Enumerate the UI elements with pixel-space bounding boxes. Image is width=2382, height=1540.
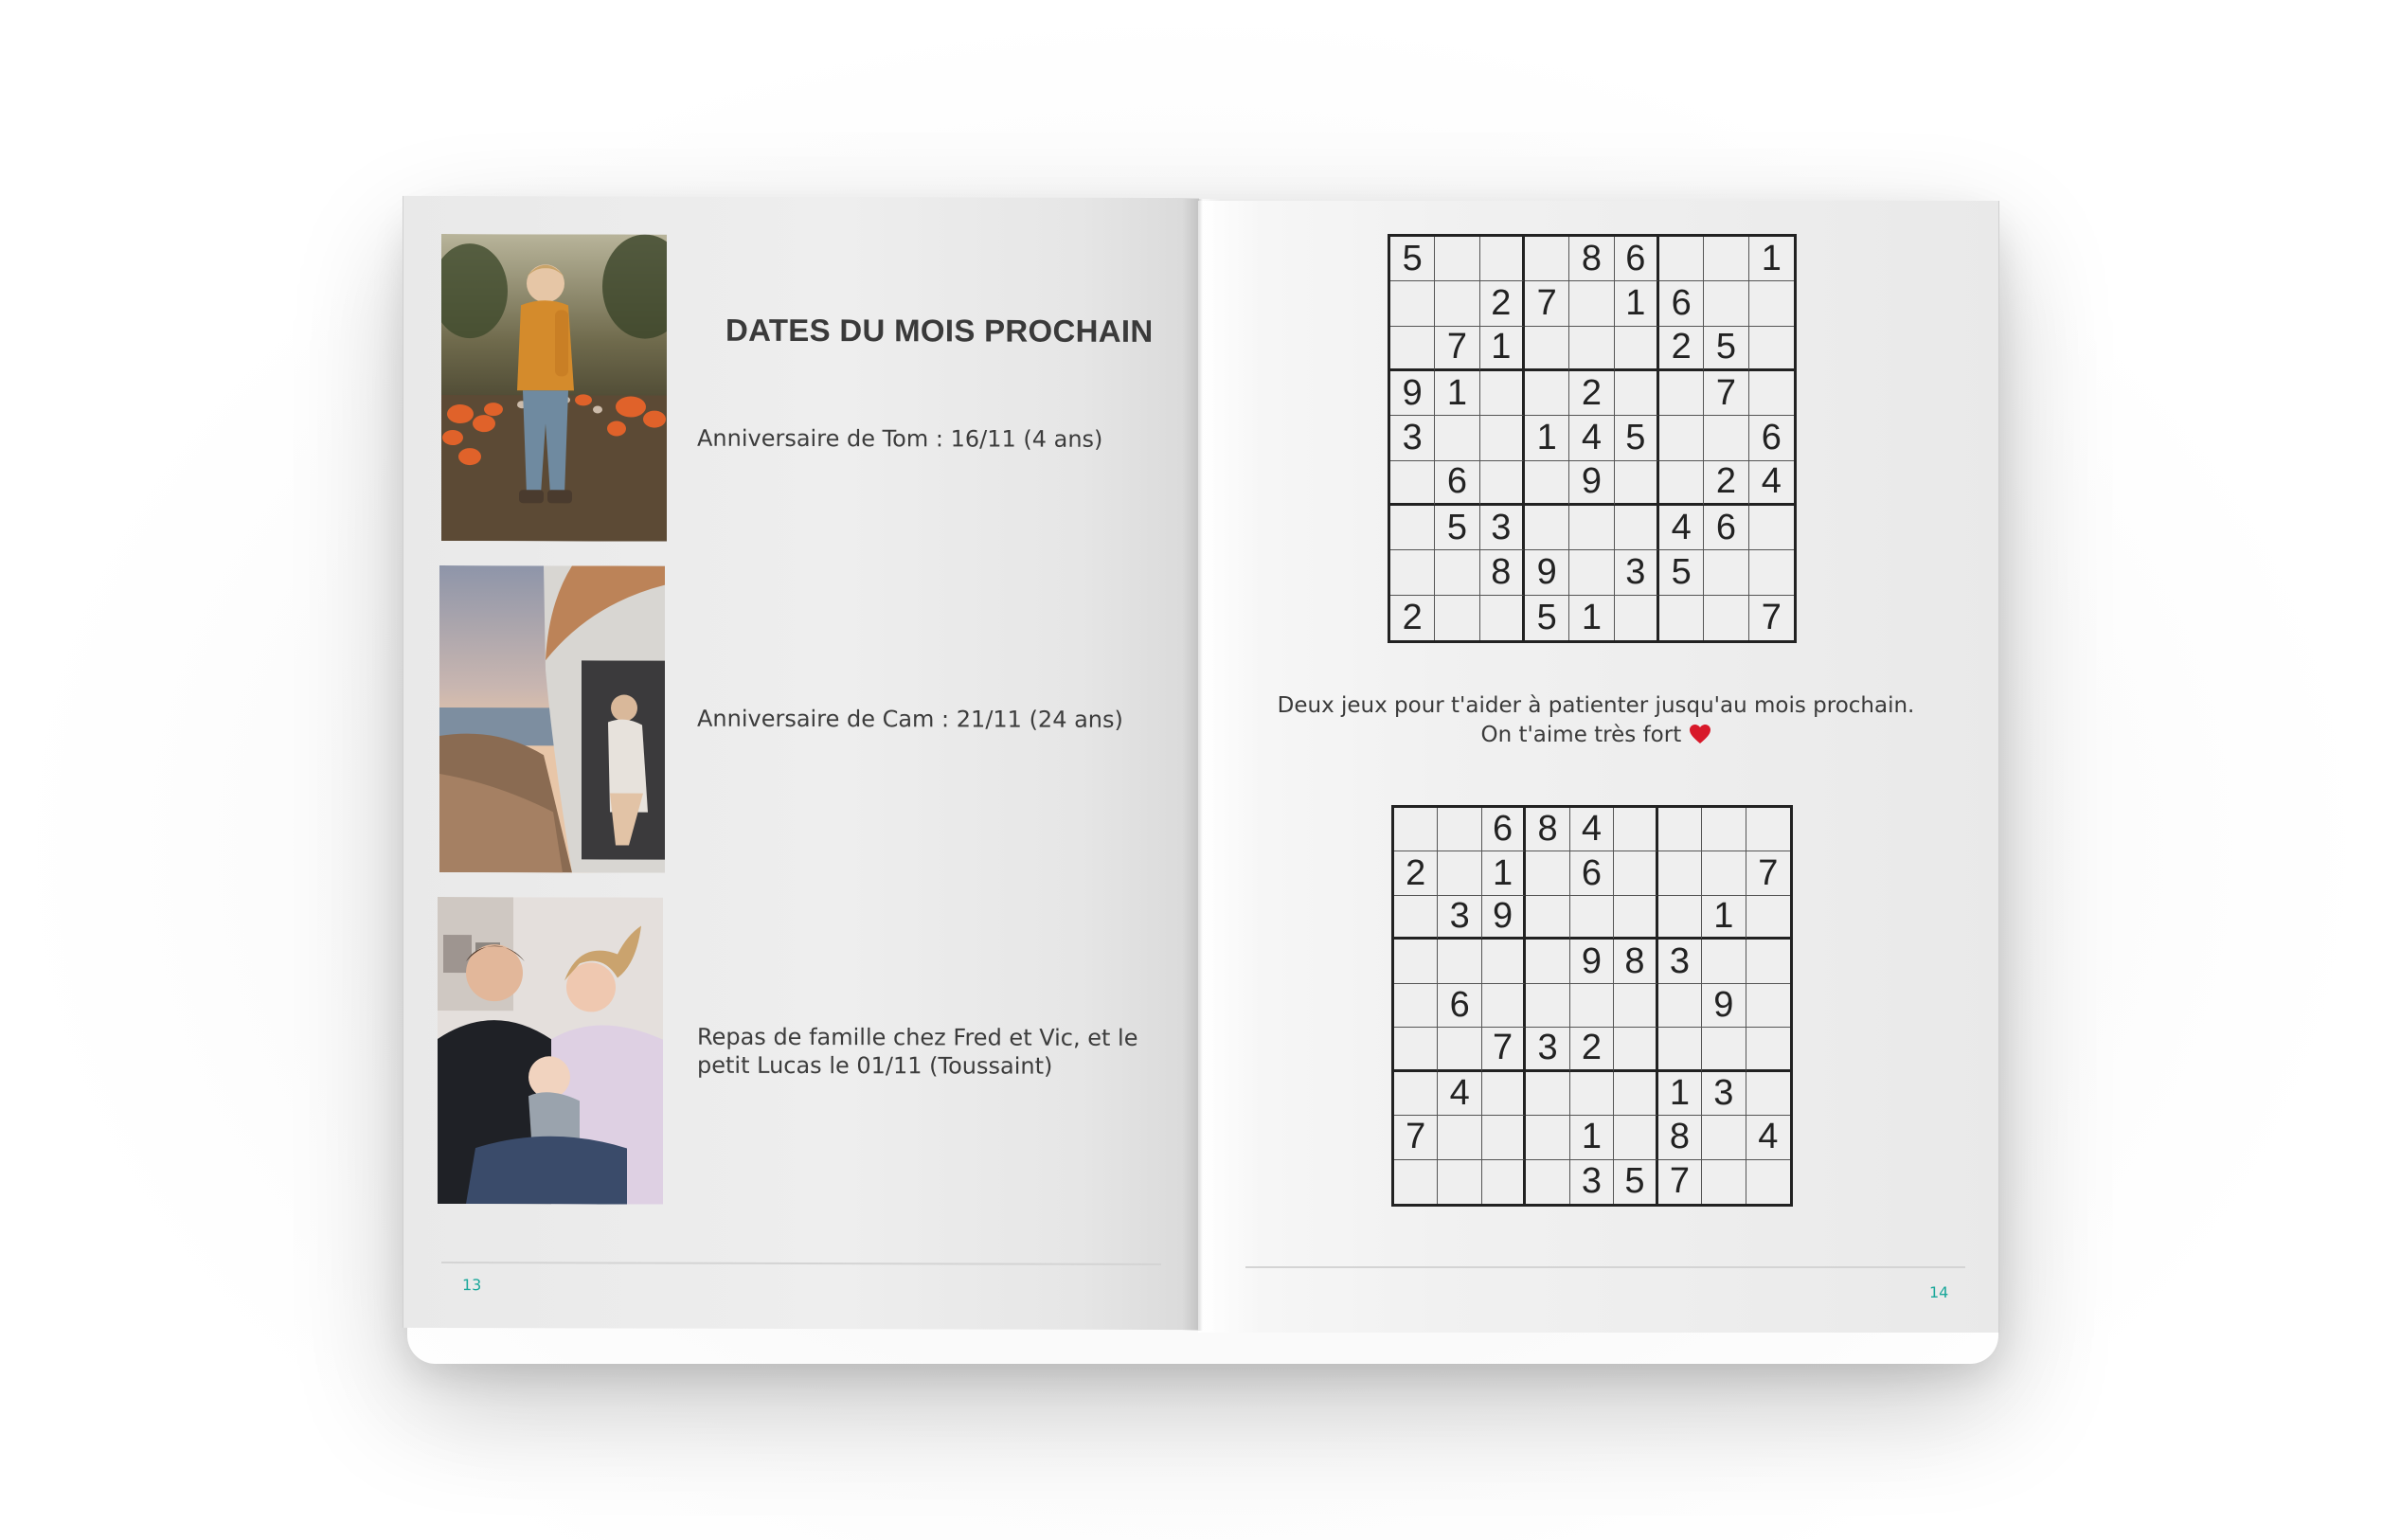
sudoku-cell: 1 — [1702, 896, 1746, 940]
sudoku-cell: 8 — [1569, 237, 1614, 281]
sudoku-cell — [1702, 808, 1746, 851]
sudoku-cell — [1482, 1160, 1526, 1204]
sudoku-cell — [1569, 506, 1614, 550]
message — [1255, 691, 1937, 750]
sudoku-cell: 1 — [1480, 327, 1525, 371]
sudoku-cell: 8 — [1526, 808, 1569, 851]
sudoku-cell — [1526, 984, 1569, 1028]
sudoku-cell: 3 — [1570, 1160, 1614, 1204]
sudoku-cell: 2 — [1659, 327, 1704, 371]
sudoku-cell — [1435, 416, 1479, 460]
sudoku-cell: 5 — [1390, 237, 1435, 281]
sudoku-cell — [1746, 940, 1790, 983]
sudoku-grid-1 — [1388, 234, 1797, 643]
sudoku-cell: 2 — [1480, 281, 1525, 326]
sudoku-cell: 2 — [1569, 371, 1614, 416]
left-page — [403, 196, 1199, 1330]
sudoku-cell: 6 — [1570, 851, 1614, 895]
sudoku-cell: 1 — [1569, 596, 1614, 640]
sudoku-grid-2 — [1391, 805, 1793, 1207]
sudoku-cell — [1746, 1160, 1790, 1204]
sudoku-cell — [1526, 896, 1569, 940]
sudoku-cell: 5 — [1525, 596, 1569, 640]
sudoku-cell: 3 — [1390, 416, 1435, 460]
sudoku-cell: 6 — [1435, 461, 1479, 506]
sudoku-cell — [1394, 940, 1438, 983]
sudoku-cell: 5 — [1704, 327, 1748, 371]
sudoku-cell: 2 — [1394, 851, 1438, 895]
sudoku-cell — [1702, 1116, 1746, 1159]
page-title: DATES DU MOIS PROCHAIN — [725, 312, 1154, 349]
sudoku-cell: 3 — [1480, 506, 1525, 550]
sudoku-cell: 4 — [1438, 1072, 1481, 1116]
sudoku-cell — [1480, 596, 1525, 640]
sudoku-cell — [1704, 416, 1748, 460]
sudoku-cell — [1438, 808, 1481, 851]
sudoku-cell — [1480, 461, 1525, 506]
sudoku-cell — [1615, 461, 1659, 506]
sudoku-cell: 8 — [1658, 1116, 1702, 1159]
sudoku-cell — [1569, 550, 1614, 595]
sudoku-cell — [1658, 851, 1702, 895]
sudoku-cell — [1615, 371, 1659, 416]
sudoku-cell — [1749, 371, 1794, 416]
sudoku-cell: 4 — [1746, 1116, 1790, 1159]
sudoku-cell — [1570, 984, 1614, 1028]
sudoku-cell — [1659, 461, 1704, 506]
sudoku-cell — [1702, 1028, 1746, 1071]
event-text: Anniversaire de Tom : 16/11 (4 ans) — [697, 424, 1103, 453]
sudoku-cell: 7 — [1394, 1116, 1438, 1159]
sudoku-cell — [1394, 896, 1438, 940]
sudoku-cell — [1614, 808, 1657, 851]
sudoku-cell: 5 — [1435, 506, 1479, 550]
sudoku-cell: 1 — [1615, 281, 1659, 326]
sudoku-cell: 9 — [1482, 896, 1526, 940]
sudoku-cell: 3 — [1438, 896, 1481, 940]
sudoku-cell: 7 — [1761, 597, 1782, 637]
sudoku-cell — [1569, 281, 1614, 326]
sudoku-cell: 8 — [1480, 550, 1525, 595]
sudoku-cell — [1746, 896, 1790, 940]
sudoku-cell — [1704, 281, 1748, 326]
right-page — [1198, 201, 1999, 1333]
sudoku-cell: 6 — [1615, 237, 1659, 281]
sudoku-cell — [1435, 237, 1479, 281]
sudoku-cell — [1749, 281, 1794, 326]
sudoku-cell — [1390, 506, 1435, 550]
sudoku-cell: 5 — [1615, 416, 1659, 460]
photo-family — [438, 897, 663, 1205]
sudoku-cell — [1746, 984, 1790, 1028]
sudoku-cell — [1525, 237, 1569, 281]
sudoku-cell — [1746, 1072, 1790, 1116]
sudoku-cell — [1749, 506, 1794, 550]
message-line-2: On t'aime très fort — [1480, 723, 1682, 747]
footer-divider — [441, 1262, 1161, 1265]
sudoku-cell: 3 — [1526, 1028, 1569, 1071]
sudoku-cell — [1526, 1072, 1569, 1116]
page-number: 14 — [1929, 1283, 1949, 1301]
sudoku-cell — [1704, 550, 1748, 595]
sudoku-cell — [1525, 371, 1569, 416]
sudoku-cell — [1438, 851, 1481, 895]
sudoku-cell — [1570, 896, 1614, 940]
sudoku-cell — [1435, 596, 1479, 640]
sudoku-cell — [1390, 461, 1435, 506]
sudoku-cell — [1525, 461, 1569, 506]
sudoku-cell: 1 — [1658, 1072, 1702, 1116]
sudoku-cell — [1614, 896, 1657, 940]
sudoku-cell — [1658, 896, 1702, 940]
sudoku-cell — [1525, 506, 1569, 550]
sudoku-cell: 6 — [1659, 281, 1704, 326]
sudoku-cell: 7 — [1482, 1028, 1526, 1071]
sudoku-cell — [1526, 1116, 1569, 1159]
sudoku-cell: 4 — [1659, 506, 1704, 550]
sudoku-cell: 9 — [1569, 461, 1614, 506]
sudoku-cell: 4 — [1569, 416, 1614, 460]
sudoku-cell — [1525, 327, 1569, 371]
sudoku-cell — [1438, 1028, 1481, 1071]
sudoku-cell — [1438, 1160, 1481, 1204]
sudoku-cell — [1658, 808, 1702, 851]
sudoku-cell — [1658, 1028, 1702, 1071]
sudoku-cell: 8 — [1614, 940, 1657, 983]
sudoku-cell: 7 — [1746, 851, 1790, 895]
sudoku-cell — [1746, 808, 1790, 851]
sudoku-cell — [1482, 1116, 1526, 1159]
sudoku-cell — [1526, 851, 1569, 895]
sudoku-cell — [1394, 1072, 1438, 1116]
sudoku-cell — [1702, 940, 1746, 983]
sudoku-cell — [1435, 281, 1479, 326]
sudoku-cell — [1390, 550, 1435, 595]
sudoku-cell — [1480, 416, 1525, 460]
sudoku-cell: 2 — [1570, 1028, 1614, 1071]
event-text: Anniversaire de Cam : 21/11 (24 ans) — [697, 705, 1123, 733]
sudoku-cell — [1749, 550, 1794, 595]
sudoku-cell: 7 — [1525, 281, 1569, 326]
sudoku-cell — [1746, 1028, 1790, 1071]
sudoku-cell — [1659, 596, 1704, 640]
sudoku-cell: 7 — [1658, 1160, 1702, 1204]
sudoku-cell — [1390, 281, 1435, 326]
photo-van-coast — [439, 565, 665, 873]
sudoku-cell — [1394, 808, 1438, 851]
sudoku-cell — [1615, 596, 1659, 640]
sudoku-cell: 7 — [1435, 327, 1479, 371]
message-line-2-wrap — [1255, 721, 1937, 750]
sudoku-cell: 5 — [1659, 550, 1704, 595]
sudoku-cell — [1614, 1116, 1657, 1159]
sudoku-cell — [1438, 1116, 1481, 1159]
sudoku-cell — [1438, 940, 1481, 983]
sudoku-cell — [1749, 327, 1794, 371]
message-line-1: Deux jeux pour t'aider à patienter jusqu'au mois prochain. — [1277, 693, 1915, 718]
sudoku-cell: 4 — [1570, 808, 1614, 851]
sudoku-cell: 1 — [1570, 1116, 1614, 1159]
sudoku-cell — [1659, 371, 1704, 416]
sudoku-cell: 2 — [1390, 596, 1435, 640]
sudoku-cell: 9 — [1570, 940, 1614, 983]
page-number: 13 — [462, 1276, 482, 1295]
sudoku-cell — [1390, 327, 1435, 371]
sudoku-cell — [1702, 851, 1746, 895]
photo-child-pumpkins — [441, 234, 667, 542]
sudoku-cell: 4 — [1749, 461, 1794, 506]
sudoku-cell — [1570, 1072, 1614, 1116]
sudoku-cell — [1482, 1072, 1526, 1116]
sudoku-cell — [1704, 237, 1748, 281]
sudoku-cell — [1614, 851, 1657, 895]
sudoku-cell: 6 — [1438, 984, 1481, 1028]
sudoku-cell: 1 — [1435, 371, 1479, 416]
sudoku-cell — [1569, 327, 1614, 371]
sudoku-cell — [1526, 940, 1569, 983]
sudoku-cell — [1482, 940, 1526, 983]
sudoku-cell: 1 — [1525, 416, 1569, 460]
sudoku-cell — [1480, 237, 1525, 281]
sudoku-cell: 5 — [1614, 1160, 1657, 1204]
sudoku-cell: 7 — [1704, 371, 1748, 416]
sudoku-cell — [1394, 1028, 1438, 1071]
sudoku-cell: 6 — [1704, 506, 1748, 550]
heart-icon — [1689, 724, 1711, 744]
sudoku-cell: 9 — [1390, 371, 1435, 416]
sudoku-cell: 9 — [1702, 984, 1746, 1028]
sudoku-cell: 6 — [1749, 416, 1794, 460]
sudoku-cell — [1394, 984, 1438, 1028]
sudoku-cell — [1482, 984, 1526, 1028]
sudoku-cell — [1614, 1028, 1657, 1071]
footer-divider — [1245, 1266, 1965, 1268]
sudoku-cell — [1615, 506, 1659, 550]
sudoku-cell: 3 — [1615, 550, 1659, 595]
sudoku-cell — [1526, 1160, 1569, 1204]
sudoku-cell — [1659, 416, 1704, 460]
event-text: Repas de famille chez Fred et Vic, et le petit Lucas le 01/11 (Toussaint) — [697, 1023, 1138, 1080]
sudoku-cell — [1614, 984, 1657, 1028]
sudoku-cell: 3 — [1658, 940, 1702, 983]
sudoku-cell: 3 — [1702, 1072, 1746, 1116]
sudoku-cell: 2 — [1704, 461, 1748, 506]
sudoku-cell — [1615, 327, 1659, 371]
sudoku-cell: 1 — [1482, 851, 1526, 895]
sudoku-cell — [1394, 1160, 1438, 1204]
sudoku-cell: 9 — [1525, 550, 1569, 595]
sudoku-cell — [1658, 984, 1702, 1028]
sudoku-cell — [1702, 1160, 1746, 1204]
sudoku-cell — [1614, 1072, 1657, 1116]
sudoku-cell — [1435, 550, 1479, 595]
sudoku-cell: 1 — [1749, 237, 1794, 281]
sudoku-cell — [1659, 237, 1704, 281]
sudoku-cell: 6 — [1482, 808, 1526, 851]
sudoku-cell — [1704, 596, 1748, 640]
sudoku-cell — [1480, 371, 1525, 416]
